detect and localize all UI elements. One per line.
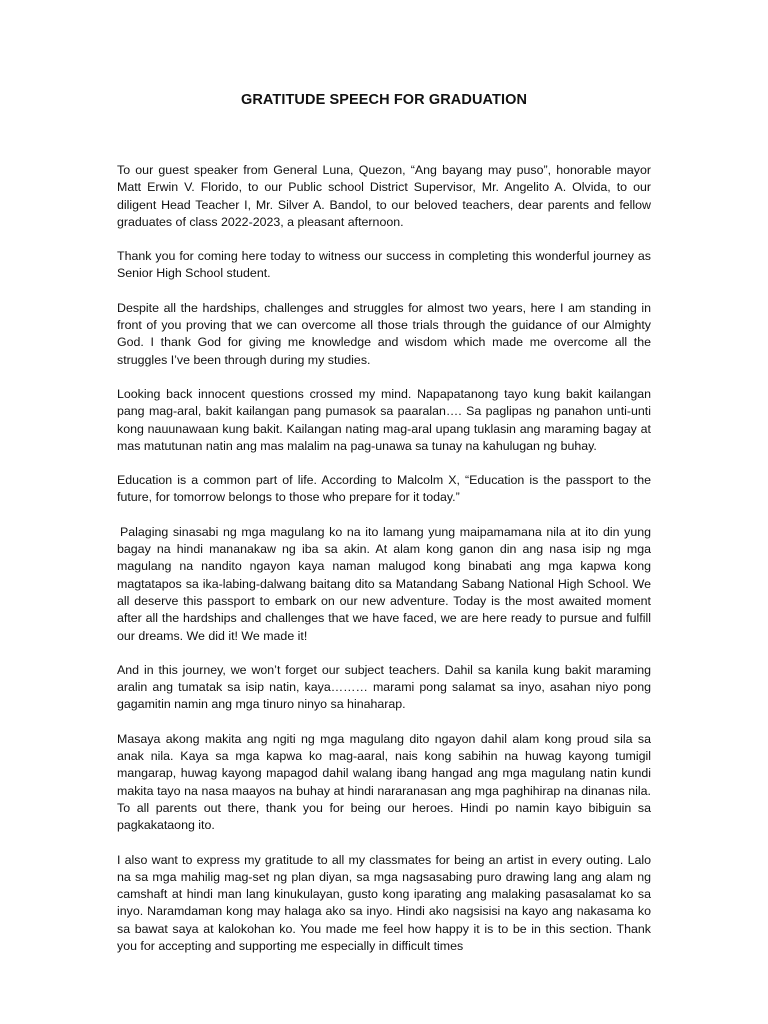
document-body: [117, 162, 651, 972]
document-title: GRATITUDE SPEECH FOR GRADUATION: [240, 92, 528, 108]
paragraph-looking-back: Looking back innocent questions crossed my mind. Napapatanong tayo kung bakit kailangan pang mag-aral, bakit kailangan pang pumasok sa paaralan…. Sa paglipas ng panahon unti-unti kong nauunawaan kung bakit. Kailangan nating mag-aral upang tuklasin ang maraming bagay at mas matutunan natin ang mas malalim na pag-unawa sa tunay na kahulugan ng buhay.: [117, 386, 651, 453]
paragraph-parents-passport: Palaging sinasabi ng mga magulang ko na ito lamang yung maipamamana nila at ito din yung bagay na hindi mananakaw ng iba sa akin. At alam kong ganon din ang nasa isip ng mga magulang na nandito ngayon kaya naman malugod kong binabati ang mga kapwa kong magtatapos sa ika-labing-dalwang baitang dito sa Matandang Sabang National High School. We all deserve this passport to embark on our new adventure. Today is the most awaited moment after all the hardships and challenges that we have faced, we are here ready to pursue and fulfill our dreams. We did it! We made it!: [117, 524, 651, 643]
paragraph-education: Education is a common part of life. According to Malcolm X, “Education is the passport to the future, for tomorrow belongs to those who prepare for it today.”: [117, 473, 651, 505]
paragraph-thanks: Thank you for coming here today to witness our success in completing this wonderful journey as Senior High School student.: [117, 249, 651, 281]
paragraph-classmates: I also want to express my gratitude to all my classmates for being an artist in every outing. Lalo na sa mga mahilig mag-set ng plan diyan, sa mga nagsasabing puro drawing lang ang alam ng camshaft at hindi man lang kinukulayan, gusto kong iparating ang malaking pasasalamat ko sa inyo. Naramdaman kong may halaga ako sa inyo. Hindi ako nagsisisi na kayo ang nakasama ko sa bawat saya at kalokohan ko. You made me feel how happy it is to be in this section. Thank you for accepting and supporting me especially in difficult times: [117, 852, 651, 953]
paragraph-greeting: To our guest speaker from General Luna, Quezon, “Ang bayang may puso”, honorable mayor Matt Erwin V. Florido, to our Public school District Supervisor, Mr. Angelito A. Olvida, to our diligent Head Teacher I, Mr. Silver A. Bandol, to our beloved teachers, dear parents and fellow graduates of class 2022-2023, a pleasant afternoon.: [117, 163, 651, 229]
paragraph-teachers: And in this journey, we won’t forget our subject teachers. Dahil sa kanila kung bakit maraming aralin ang tumatak sa isip natin, kaya……… marami pong salamat sa inyo, asahan niyo pong gagamitin namin ang mga tinuro ninyo sa hinaharap.: [117, 662, 651, 712]
paragraph-parents-smile: Masaya akong makita ang ngiti ng mga magulang dito ngayon dahil alam kong proud sila sa anak nila. Kaya sa mga kapwa ko mag-aaral, nais kong sabihin na huwag kayong tumigil mangarap, huwag kayong mapagod dahil walang ibang hangad ang mga magulang natin kundi makita tayo na nasa maayos na buhay at hindi nararanasan ang mga paghihirap na dinanas nila. To all parents out there, thank you for being our heroes. Hindi po namin kayo bibiguin sa pagkakataong ito.: [117, 731, 651, 833]
paragraph-hardships: Despite all the hardships, challenges and struggles for almost two years, here I am standing in front of you proving that we can overcome all those trials through the guidance of our Almighty God. I thank God for giving me knowledge and wisdom which made me overcome all the struggles I’ve been through during my studies.: [117, 300, 651, 367]
